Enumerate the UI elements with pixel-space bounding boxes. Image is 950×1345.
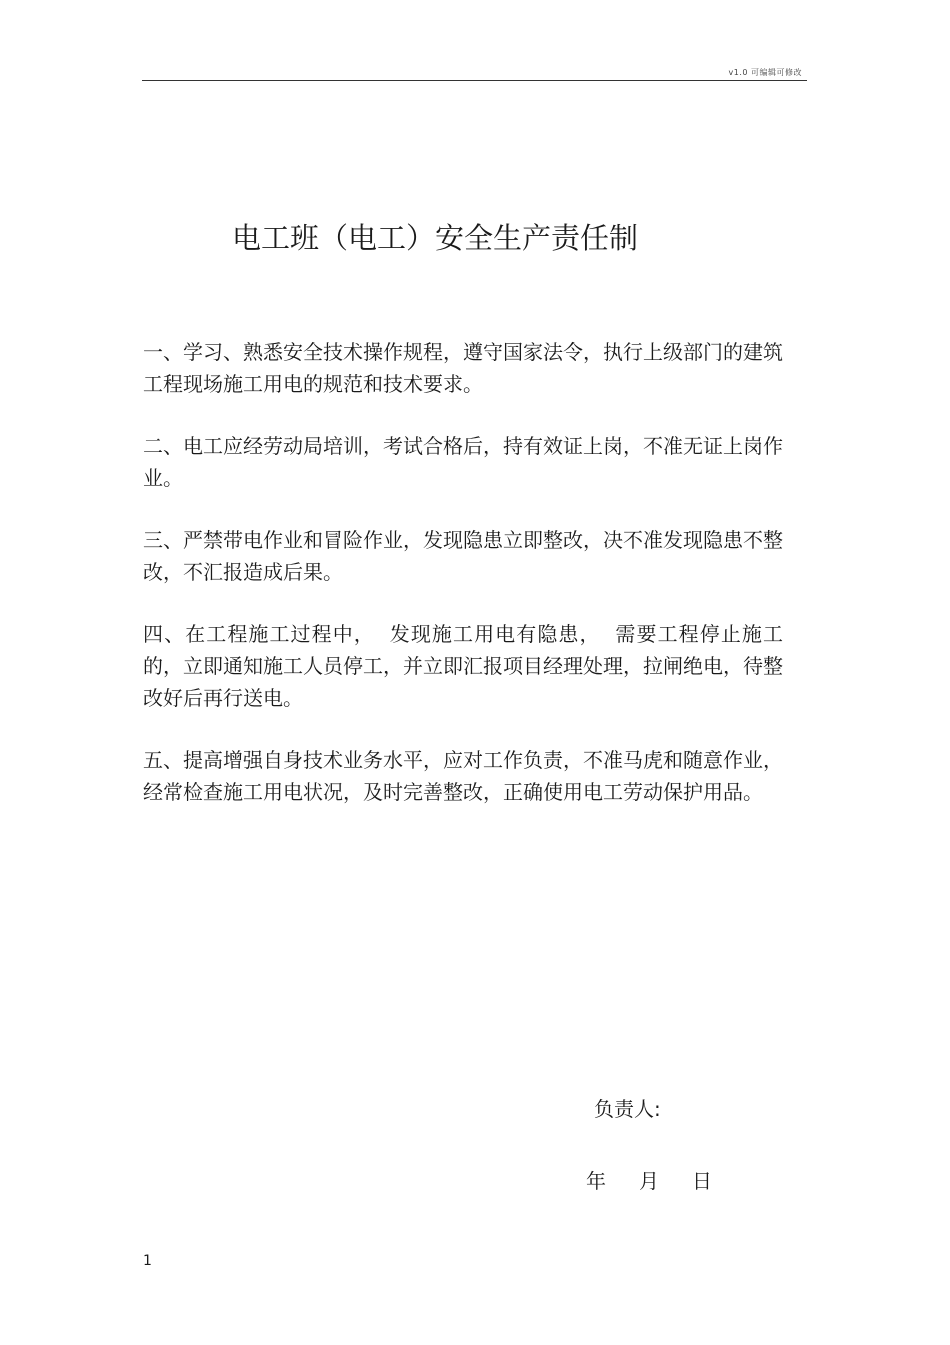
date-year-label: 年 [586,1169,606,1193]
date-day-label: 日 [692,1169,712,1193]
page-number: 1 [143,1253,152,1269]
clause-3: 三、严禁带电作业和冒险作业，发现隐患立即整改，决不准发现隐患不整改，不汇报造成后果。 [143,528,783,584]
header-note: v1.0 可编辑可修改 [728,68,802,77]
clause-5: 五、提高增强自身技术业务水平，应对工作负责，不准马虎和随意作业，经常检查施工用电状况，及时完善整改，正确使用电工劳动保护用品。 [143,748,783,804]
signature-date [586,1166,712,1196]
date-month-label: 月 [639,1169,659,1193]
clause-1: 一、学习、熟悉安全技术操作规程，遵守国家法令，执行上级部门的建筑工程现场施工用电的规范和技术要求。 [143,340,783,396]
clause-2: 二、电工应经劳动局培训，考试合格后，持有效证上岗，不准无证上岗作业。 [143,434,783,490]
clause-list [143,336,783,838]
signature-person-label: 负责人: [594,1097,661,1121]
document-title: 电工班（电工）安全生产责任制 [232,221,639,255]
header-rule [142,80,807,81]
clause-4: 四、在工程施工过程中， 发现施工用电有隐患， 需要工程停止施工的，立即通知施工人员停工，并立即汇报项目经理处理，拉闸绝电，待整改好后再行送电。 [143,622,783,710]
